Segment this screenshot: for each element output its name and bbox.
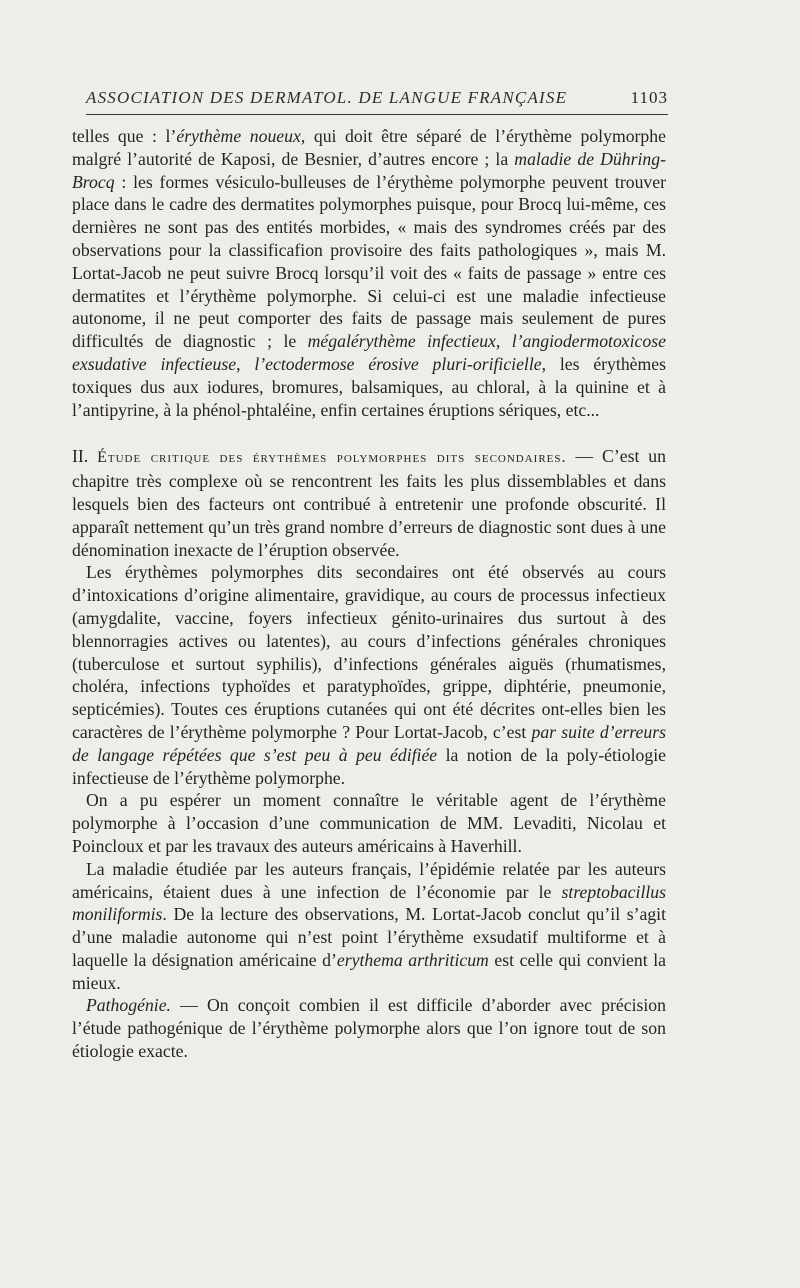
italic-term: maladie de Dühring-Brocq [72, 148, 666, 192]
italic-term: érythème noueux [176, 126, 301, 146]
page-number: 1103 [630, 88, 668, 107]
text-run: . De la lecture des observations, M. Lortat-Jacob conclut qu’il s’agit d’une maladie autonome qui n’est point l’érythème exsudatif multiforme et à laquelle la désignation américaine d’ [72, 904, 666, 970]
paragraph-3 [72, 561, 666, 789]
text-run: Les érythèmes polymorphes dits secondaires ont été observés au cours d’intoxications d’origine alimentaire, gravidique, au cours de processus infectieux (amygdalite, vaccine, foyers infectieux génito-urinaires dus surtout à des blennorragies actives ou latentes), au cours d’infections générales chroniques (tuberculose et surtout syphilis), d’infections générales aiguës (rhumatismes, choléra, infections typhoïdes et paratyphoïdes, grippe, diphtérie, pneumonie, septicémies). Toutes ces éruptions cutanées qui ont été décrites ont-elles bien les caractères de l’érythème polymorphe ? Pour Lortat-Jacob, c’est [72, 562, 666, 742]
text-run: telles que : l’ [72, 126, 177, 146]
paragraph-5 [72, 858, 666, 995]
page-header [86, 84, 668, 115]
italic-term: mégalérythème infectieux [307, 331, 496, 352]
section-numeral: II. [72, 446, 98, 467]
italic-term: streptobacillus moniliformis [72, 881, 666, 925]
running-title: ASSOCIATION DES DERMATOL. DE LANGUE FRANÇAISE [86, 88, 568, 107]
paragraph-6 [72, 994, 666, 1062]
subheading-pathogenie: Pathogénie. [86, 995, 171, 1016]
text-run: — C’est un chapitre très complexe où se rencontrent les faits les plus dissemblables et dans lesquels bien des facteurs ont contribué à entretenir une profonde obscurité. Il apparaît nettement qu’un très grand nombre d’erreurs de diagnostic sont dues à une dénomination inexacte de l’éruption observée. [72, 446, 666, 560]
text-run: la notion de la poly-étiologie infectieuse de l’érythème polymorphe. [72, 744, 667, 788]
italic-term: l’angiodermotoxicose exsudative infectieuse [72, 331, 666, 374]
section-2-paragraph [72, 445, 666, 561]
text-run: , les érythèmes toxiques dus aux iodures, bromures, balsamiques, au chloral, à la quinine et à l’antipyrine, à la phénol-phtaléine, enfin certaines éruptions sériques, etc... [72, 353, 666, 420]
italic-term: erythema arthriticum [336, 949, 489, 970]
paragraph-1 [72, 125, 666, 421]
text-run: est celle qui convient la mieux. [72, 949, 666, 993]
text-run: , qui doit être séparé de l’érythème polymorphe malgré l’autorité de Kaposi, de Besnier, d’autres encore ; la [72, 126, 666, 169]
italic-term: l’ectodermose érosive pluri-orificielle [254, 353, 542, 374]
text-run: , [236, 353, 255, 374]
text-run: — On conçoit combien il est difficile d’aborder avec précision l’étude pathogénique de l’érythème polymorphe alors que l’on ignore tout de son étiologie exacte. [72, 995, 666, 1062]
italic-phrase: par suite d’erreurs de langage répétées que s’est peu à peu édifiée [72, 721, 666, 765]
paragraph-4: On a pu espérer un moment connaître le véritable agent de l’érythème polymorphe à l’occasion d’une communication de MM. Levaditi, Nicolau et Poincloux et par les travaux des auteurs américains à Haverhill. [72, 790, 666, 856]
body-text [72, 125, 666, 1063]
text-run: La maladie étudiée par les auteurs français, l’épidémie relatée par les auteurs américains, étaient dues à une infection de l’économie par le [72, 858, 666, 902]
section-title: Étude critique des érythèmes polymorphes dits secondaires. [97, 449, 567, 467]
text-run: : les formes vésiculo-bulleuses de l’érythème polymorphe peuvent trouver place dans le cadre des dermatites polymorphes puisque, pour Brocq lui-même, ces dernières ne sont pas des entités morbides, « mais des syndromes créés par des observations pour la classificafion provisoire des faits pathologiques », mais M. Lortat-Jacob ne peut suivre Brocq lorsqu’il voit des « faits de passage » entre ces dermatites et l’érythème polymorphe. Si celui-ci est une maladie infectieuse autonome, il ne peut comporter des faits de passage mais seulement de pures difficultés de diagnostic ; le [72, 171, 666, 352]
text-run: , [495, 331, 512, 352]
